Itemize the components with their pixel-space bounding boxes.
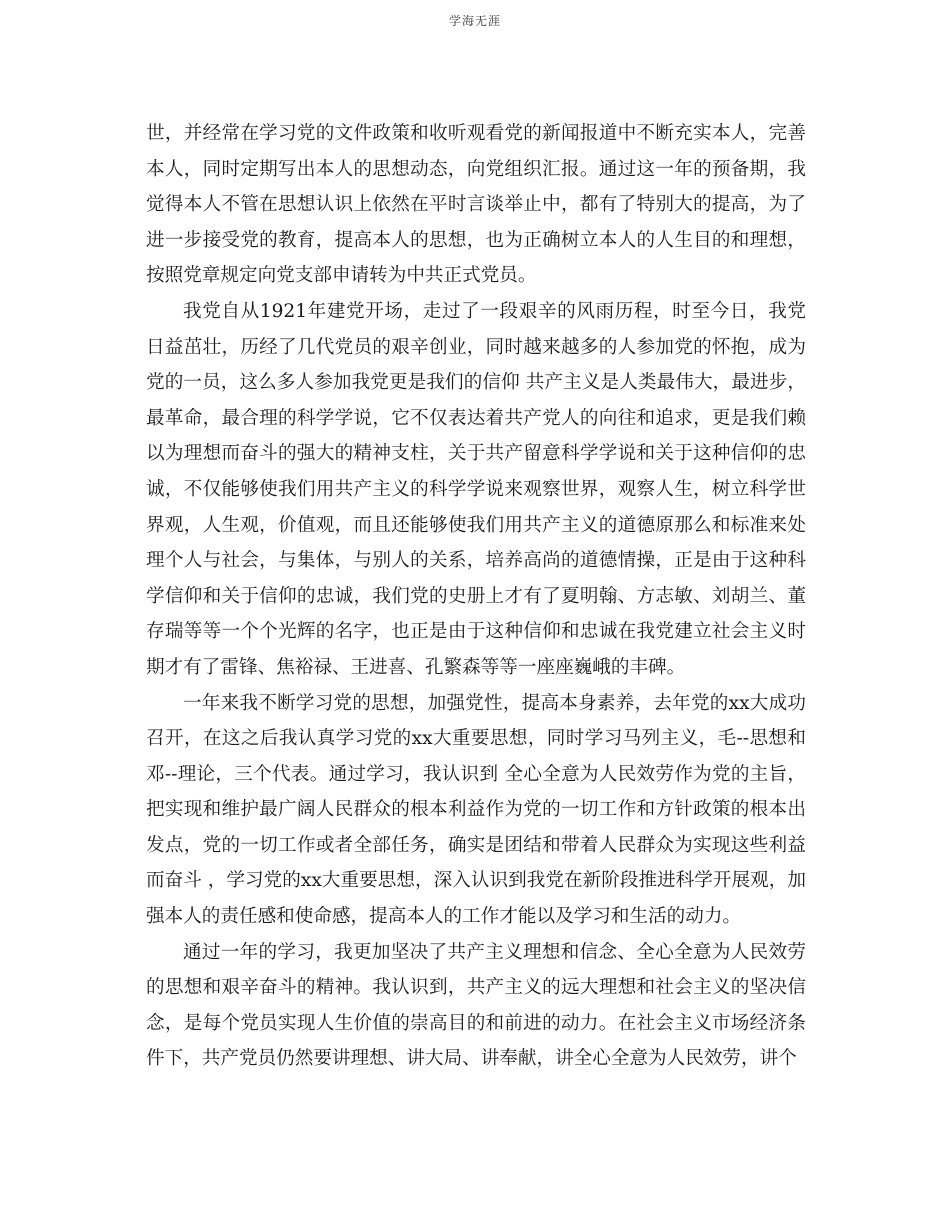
paragraph: 一年来我不断学习党的思想，加强党性，提高本身素养，去年党的xx大成功召开，在这之后我认真学习党的xx大重要思想，同时学习马列主义，毛--思想和邓--理论，三个代表。通过学习，我认识到 全心全意为人民效劳作为党的主旨，把实现和维护最广阔人民群众的根本利益作为党的一切工作和方针政策的根本出发点，党的一切工作或者全部任务，确实是团结和带着人民群众为实现这些利益而奋斗 ，学习党的xx大重要思想，深入认识到我党在新阶段推进科学开展观，加强本人的责任感和使命感，提高本人的工作才能以及学习和生活的动力。 — [146, 692, 806, 928]
paragraph: 我党自从1921年建党开场，走过了一段艰辛的风雨历程，时至今日，我党日益茁壮，历经了几代党员的艰辛创业，同时越来越多的人参加党的怀抱，成为党的一员，这么多人参加我党更是我们的信仰 共产主义是人类最伟大，最进步，最革命，最合理的科学学说，它不仅表达着共产党人的向往和追求，更是我们赖以为理想而奋斗的强大的精神支柱，关于共产留意科学学说和关于这种信仰的忠诚，不仅能够使我们用共产主义的科学学说来观察世界，观察人生，树立科学世界观，人生观，价值观，而且还能够使我们用共产主义的道德原那么和标准来处理个人与社会，与集体，与别人的关系，培养高尚的道德情操，正是由于这种科学信仰和关于信仰的忠诚，我们党的史册上才有了夏明翰、方志敏、刘胡兰、董存瑞等等一个个光辉的名字，也正是由于这种信仰和忠诚在我党建立社会主义时期才有了雷锋、焦裕禄、王进喜、孔繁森等等一座座巍峨的丰碑。 — [146, 300, 806, 678]
paragraph: 世，并经常在学习党的文件政策和收听观看党的新闻报道中不断充实本人，完善本人，同时定期写出本人的思想动态，向党组织汇报。通过这一年的预备期，我觉得本人不管在思想认识上依然在平时言谈举止中，都有了特别大的提高，为了进一步接受党的教育，提高本人的思想，也为正确树立本人的人生目的和理想，按照党章规定向党支部申请转为中共正式党员。 — [146, 123, 806, 287]
page-header: 学海无涯 — [448, 14, 501, 28]
document-body — [146, 116, 806, 1077]
paragraph: 通过一年的学习，我更加坚决了共产主义理想和信念、全心全意为人民效劳的思想和艰辛奋斗的精神。我认识到，共产主义的远大理想和社会主义的坚决信念，是每个党员实现人生价值的崇高目的和前进的动力。在社会主义市场经济条件下，共产党员仍然要讲理想、讲大局、讲奉献，讲全心全意为人民效劳，讲个 — [146, 941, 806, 1070]
